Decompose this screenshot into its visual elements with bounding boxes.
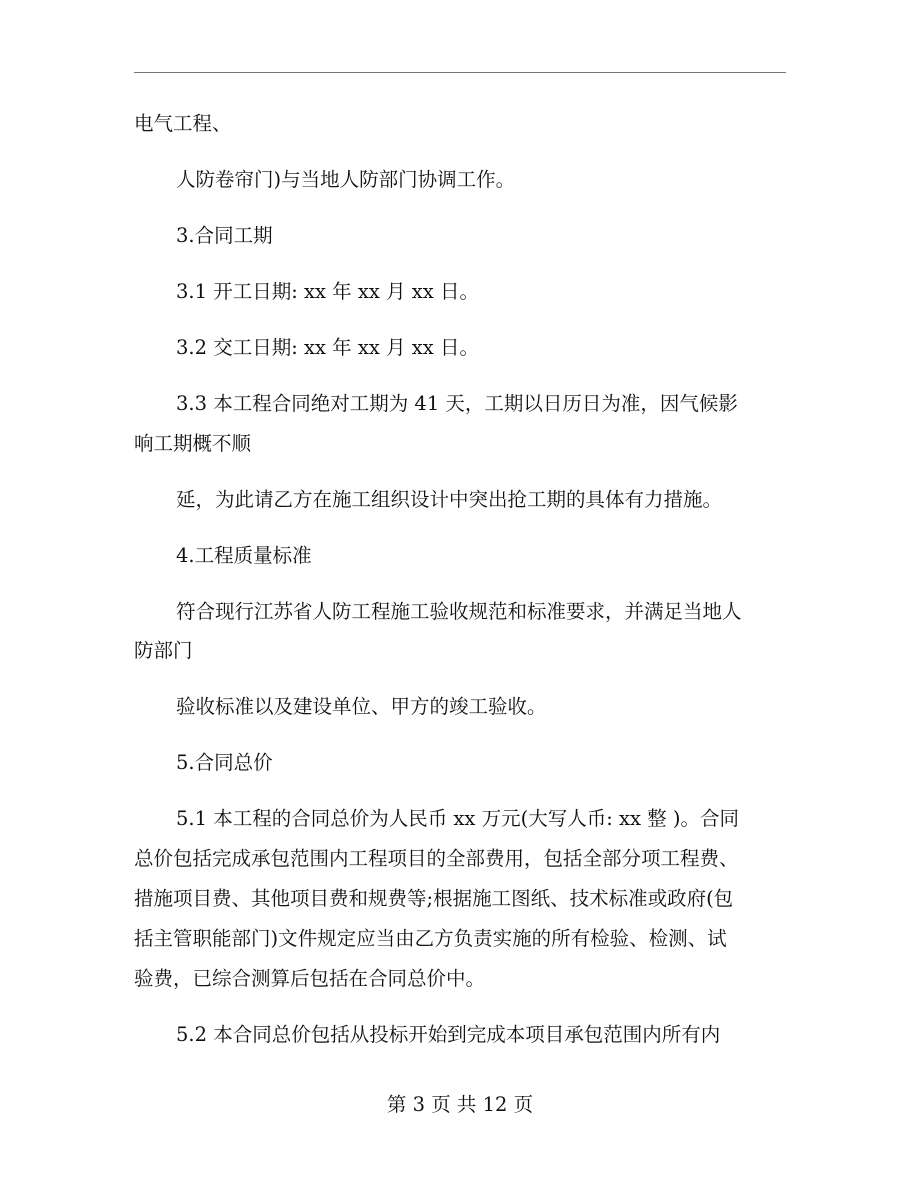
paragraph-line: 5.2 本合同总价包括从投标开始到完成本项目承包范围内所有内 <box>176 1023 721 1046</box>
paragraph-line: 措施项目费、其他项目费和规费等;根据施工图纸、技术标准或政府(包 <box>134 887 734 910</box>
paragraph-line: 5.1 本工程的合同总价为人民币 xx 万元(大写人币: xx 整 )。合同 <box>176 807 739 830</box>
section-heading: 5.合同总价 <box>176 751 273 774</box>
paragraph-line: 3.3 本工程合同绝对工期为 41 天，工期以日历日为准，因气候影 <box>176 392 738 415</box>
paragraph-line: 防部门 <box>134 639 193 662</box>
paragraph-line: 括主管职能部门)文件规定应当由乙方负责实施的所有检验、检测、试 <box>134 927 727 950</box>
section-heading: 3.合同工期 <box>176 224 273 247</box>
paragraph-line: 响工期概不顺 <box>134 432 252 455</box>
paragraph-line: 3.2 交工日期: xx 年 xx 月 xx 日。 <box>176 336 479 359</box>
page-number-footer: 第 3 页 共 12 页 <box>386 1093 534 1116</box>
paragraph-line: 延，为此请乙方在施工组织设计中突出抢工期的具体有力措施。 <box>176 488 723 511</box>
paragraph-line: 3.1 开工日期: xx 年 xx 月 xx 日。 <box>176 280 479 303</box>
paragraph-line: 人防卷帘门)与当地人防部门协调工作。 <box>176 168 516 191</box>
paragraph-line: 验收标准以及建设单位、甲方的竣工验收。 <box>176 695 547 718</box>
paragraph-line: 电气工程、 <box>134 112 232 135</box>
section-heading: 4.工程质量标准 <box>176 544 312 567</box>
paragraph-line: 符合现行江苏省人防工程施工验收规范和标准要求，并满足当地人 <box>176 600 742 623</box>
header-rule <box>134 72 786 73</box>
paragraph-line: 总价包括完成承包范围内工程项目的全部费用，包括全部分项工程费、 <box>134 847 739 870</box>
paragraph-line: 验费，已综合测算后包括在合同总价中。 <box>134 967 486 990</box>
